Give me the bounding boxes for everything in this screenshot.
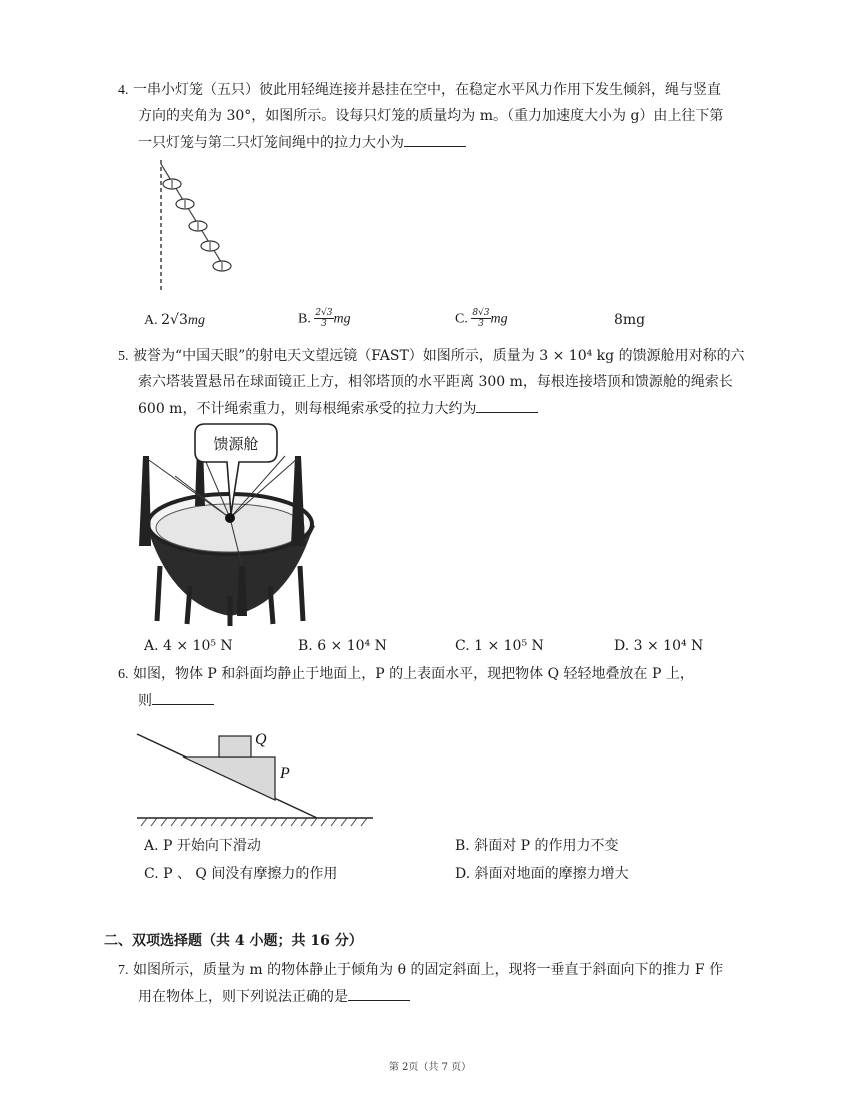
q4-text-1: 一串小灯笼（五只）彼此用轻绳连接并悬挂在空中，在稳定水平风力作用下发生倾斜，绳与竖直 (132, 82, 721, 98)
q7-line1 (118, 960, 723, 981)
fast-telescope-figure (135, 416, 325, 626)
answer-blank[interactable] (348, 986, 410, 1001)
q5-option-a[interactable]: A. 4 × 10⁵ N (144, 638, 233, 654)
answer-blank[interactable] (152, 690, 214, 705)
q5-text-1: 被誉为“中国天眼”的射电天文望远镜（FAST）如图所示，质量为 3 × 10⁴ kg 的馈源舱用对称的六 (132, 348, 745, 364)
q5-option-b[interactable]: B. 6 × 10⁴ N (298, 638, 387, 654)
lantern-1 (163, 179, 231, 271)
q5-line1 (118, 346, 745, 367)
q6-option-d[interactable]: D. 斜面对地面的摩擦力增大 (455, 866, 629, 882)
q4-option-d[interactable]: 8mg (614, 312, 646, 328)
label-q: Q (255, 731, 267, 748)
q6-text-1: 如图，物体 P 和斜面均静止于地面上，P 的上表面水平，现把物体 Q 轻轻地叠放在 P 上， (132, 666, 694, 682)
fraction: $\frac{2√3}{3}$ (315, 308, 333, 329)
lantern-figure (150, 158, 240, 293)
feed-cabin-label: 馈源舱 (213, 435, 259, 453)
q5-option-c[interactable]: C. 1 × 10⁵ N (455, 638, 544, 654)
q6-text-2: 则 (138, 693, 152, 709)
label-p: P (280, 765, 290, 782)
q6-option-b[interactable]: B. 斜面对 P 的作用力不变 (455, 838, 619, 854)
q6-line1 (118, 664, 694, 685)
q4-number: 4. (118, 83, 129, 98)
incline-figure (135, 720, 375, 832)
q7-text-1: 如图所示，质量为 m 的物体静止于倾角为 θ 的固定斜面上，现将一垂直于斜面向下的推力 F 作 (132, 962, 724, 978)
q6-option-c[interactable]: C. P 、 Q 间没有摩擦力的作用 (144, 866, 338, 882)
q7-text-2: 用在物体上，则下列说法正确的是 (138, 989, 348, 1005)
answer-blank[interactable] (476, 398, 538, 413)
q6-option-a[interactable]: A. P 开始向下滑动 (144, 838, 261, 854)
q5-option-d[interactable]: D. 3 × 10⁴ N (614, 638, 704, 654)
q5-number: 5. (118, 349, 129, 364)
q6-number: 6. (118, 667, 129, 682)
fraction: $\frac{8√3}{3}$ (472, 308, 490, 329)
q4-line1 (118, 80, 721, 101)
q6-line2 (138, 690, 214, 711)
q4-option-a[interactable]: A. 2√3mg (144, 312, 205, 328)
q5-line2: 索六塔装置悬吊在球面镜正上方，相邻塔顶的水平距离 300 m，每根连接塔顶和馈源舱的绳索长 (138, 374, 733, 390)
q4-option-c[interactable]: C. $\frac{8√3}{3}$ mg (455, 308, 508, 329)
section-title: 二、双项选择题（共 4 小题；共 16 分） (104, 933, 363, 949)
answer-blank[interactable] (404, 132, 466, 147)
q4-line3 (138, 132, 466, 153)
q5-text-3: 600 m，不计绳索重力，则每根绳索承受的拉力大约为 (138, 401, 477, 417)
page-footer: 第 2页（共 7 页） (388, 1062, 472, 1073)
q4-text-3: 一只灯笼与第二只灯笼间绳中的拉力大小为 (138, 135, 404, 151)
q7-line2 (138, 986, 410, 1007)
q4-line2: 方向的夹角为 30°，如图所示。设每只灯笼的质量均为 m。（重力加速度大小为 g）由上往下第 (138, 108, 724, 124)
q7-number: 7. (118, 963, 129, 978)
q4-option-b[interactable]: B. $\frac{2√3}{3}$ mg (298, 308, 351, 329)
